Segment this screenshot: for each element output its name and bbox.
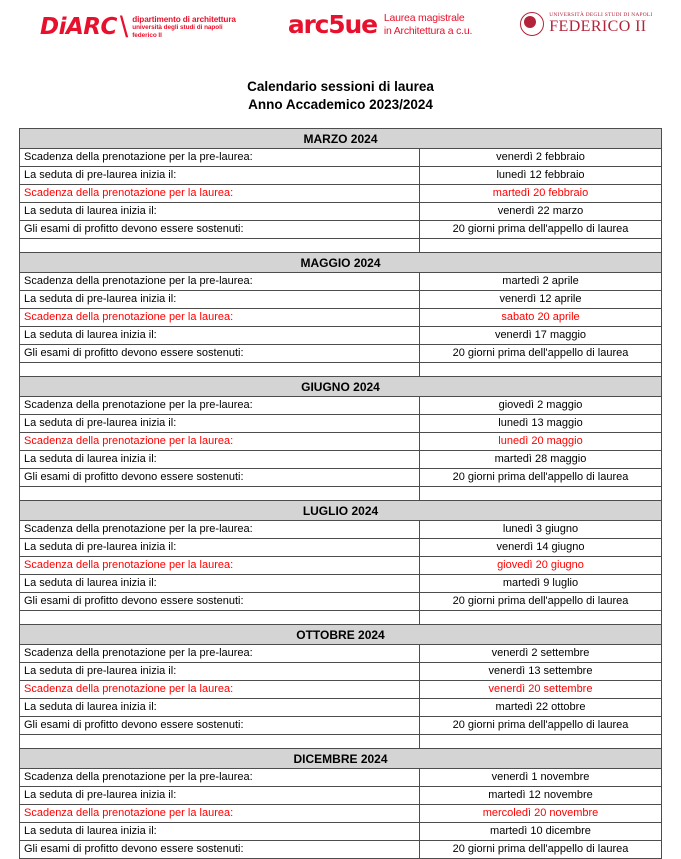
row-value-laurea-deadline: giovedì 20 giugno xyxy=(420,557,662,575)
section-spacer-row xyxy=(20,735,662,749)
row-value-pre-laurea-start: lunedì 12 febbraio xyxy=(420,167,662,185)
table-row xyxy=(20,681,662,699)
row-value-laurea-start: martedì 10 dicembre xyxy=(420,823,662,841)
table-row xyxy=(20,273,662,291)
row-value-exams: 20 giorni prima dell'appello di laurea xyxy=(420,221,662,239)
month-header-label: LUGLIO 2024 xyxy=(20,501,662,521)
row-value-exams: 20 giorni prima dell'appello di laurea xyxy=(420,593,662,611)
diarc-subtitle-line1: dipartimento di architettura xyxy=(132,15,236,25)
diarc-wordmark: DiARC xyxy=(40,13,117,40)
page-title-line2: Anno Accademico 2023/2024 xyxy=(248,97,433,113)
row-label-laurea-deadline: Scadenza della prenotazione per la laurea: xyxy=(20,805,420,823)
section-spacer-row xyxy=(20,239,662,253)
federico-ii-line2: FEDERICO II xyxy=(549,17,647,35)
row-label-pre-laurea-deadline: Scadenza della prenotazione per la pre-laurea: xyxy=(20,645,420,663)
table-row xyxy=(20,841,662,859)
row-value-laurea-start: martedì 22 ottobre xyxy=(420,699,662,717)
table-row xyxy=(20,345,662,363)
logo-band xyxy=(0,0,681,58)
month-header-label: OTTOBRE 2024 xyxy=(20,625,662,645)
row-label-exams: Gli esami di profitto devono essere sostenuti: xyxy=(20,841,420,859)
page-title-line1: Calendario sessioni di laurea xyxy=(247,79,434,94)
row-value-pre-laurea-deadline: lunedì 3 giugno xyxy=(420,521,662,539)
month-header-row xyxy=(20,377,662,397)
row-label-pre-laurea-deadline: Scadenza della prenotazione per la pre-laurea: xyxy=(20,149,420,167)
row-label-pre-laurea-deadline: Scadenza della prenotazione per la pre-laurea: xyxy=(20,521,420,539)
table-row xyxy=(20,415,662,433)
table-row xyxy=(20,521,662,539)
row-label-exams: Gli esami di profitto devono essere sostenuti: xyxy=(20,593,420,611)
table-row xyxy=(20,451,662,469)
section-spacer-row xyxy=(20,611,662,625)
federico-ii-logo xyxy=(520,12,652,36)
row-value-exams: 20 giorni prima dell'appello di laurea xyxy=(420,717,662,735)
month-header-row xyxy=(20,129,662,149)
row-label-exams: Gli esami di profitto devono essere sostenuti: xyxy=(20,469,420,487)
row-value-pre-laurea-deadline: martedì 2 aprile xyxy=(420,273,662,291)
row-label-laurea-deadline: Scadenza della prenotazione per la laurea: xyxy=(20,433,420,451)
diarc-subtitle-line3: federico II xyxy=(132,31,162,39)
spacer-cell xyxy=(420,611,662,625)
row-label-pre-laurea-start: La seduta di pre-laurea inizia il: xyxy=(20,787,420,805)
month-header-row xyxy=(20,501,662,521)
university-seal-icon xyxy=(520,12,544,36)
row-value-laurea-deadline: venerdì 20 settembre xyxy=(420,681,662,699)
row-value-exams: 20 giorni prima dell'appello di laurea xyxy=(420,469,662,487)
spacer-cell xyxy=(20,487,420,501)
row-label-laurea-start: La seduta di laurea inizia il: xyxy=(20,203,420,221)
spacer-cell xyxy=(420,487,662,501)
row-label-laurea-start: La seduta di laurea inizia il: xyxy=(20,575,420,593)
table-row xyxy=(20,397,662,415)
row-label-pre-laurea-start: La seduta di pre-laurea inizia il: xyxy=(20,663,420,681)
federico-ii-text xyxy=(549,13,652,35)
table-row xyxy=(20,699,662,717)
row-value-pre-laurea-start: venerdì 14 giugno xyxy=(420,539,662,557)
row-label-laurea-deadline: Scadenza della prenotazione per la laurea: xyxy=(20,557,420,575)
arc5ue-logo xyxy=(288,12,472,37)
month-header-row xyxy=(20,749,662,769)
row-value-exams: 20 giorni prima dell'appello di laurea xyxy=(420,841,662,859)
table-row xyxy=(20,645,662,663)
table-row xyxy=(20,575,662,593)
month-header-label: DICEMBRE 2024 xyxy=(20,749,662,769)
row-label-laurea-deadline: Scadenza della prenotazione per la laurea: xyxy=(20,681,420,699)
row-value-laurea-deadline: sabato 20 aprile xyxy=(420,309,662,327)
row-value-pre-laurea-start: venerdì 13 settembre xyxy=(420,663,662,681)
spacer-cell xyxy=(420,239,662,253)
row-value-laurea-deadline: mercoledì 20 novembre xyxy=(420,805,662,823)
row-label-exams: Gli esami di profitto devono essere sostenuti: xyxy=(20,221,420,239)
row-label-exams: Gli esami di profitto devono essere sostenuti: xyxy=(20,717,420,735)
table-row xyxy=(20,185,662,203)
row-value-pre-laurea-start: martedì 12 novembre xyxy=(420,787,662,805)
row-value-pre-laurea-deadline: venerdì 1 novembre xyxy=(420,769,662,787)
month-header-label: GIUGNO 2024 xyxy=(20,377,662,397)
row-label-laurea-start: La seduta di laurea inizia il: xyxy=(20,327,420,345)
row-label-exams: Gli esami di profitto devono essere sostenuti: xyxy=(20,345,420,363)
month-header-label: MAGGIO 2024 xyxy=(20,253,662,273)
table-row xyxy=(20,805,662,823)
table-row xyxy=(20,203,662,221)
page-title xyxy=(0,78,681,114)
row-label-pre-laurea-deadline: Scadenza della prenotazione per la pre-laurea: xyxy=(20,769,420,787)
table-row xyxy=(20,149,662,167)
diarc-logo xyxy=(40,12,236,42)
arc5ue-wordmark: arc5ue xyxy=(287,10,377,39)
table-row xyxy=(20,593,662,611)
row-label-laurea-start: La seduta di laurea inizia il: xyxy=(20,699,420,717)
row-value-pre-laurea-start: lunedì 13 maggio xyxy=(420,415,662,433)
month-header-label: MARZO 2024 xyxy=(20,129,662,149)
table-row xyxy=(20,823,662,841)
row-label-pre-laurea-start: La seduta di pre-laurea inizia il: xyxy=(20,415,420,433)
row-label-pre-laurea-deadline: Scadenza della prenotazione per la pre-laurea: xyxy=(20,273,420,291)
table-row xyxy=(20,309,662,327)
row-label-laurea-start: La seduta di laurea inizia il: xyxy=(20,451,420,469)
row-label-laurea-start: La seduta di laurea inizia il: xyxy=(20,823,420,841)
spacer-cell xyxy=(420,735,662,749)
table-row xyxy=(20,557,662,575)
graduation-calendar-table xyxy=(19,128,662,859)
row-label-pre-laurea-start: La seduta di pre-laurea inizia il: xyxy=(20,167,420,185)
row-value-pre-laurea-deadline: venerdì 2 settembre xyxy=(420,645,662,663)
row-value-laurea-start: martedì 9 luglio xyxy=(420,575,662,593)
table-row xyxy=(20,469,662,487)
spacer-cell xyxy=(420,363,662,377)
row-value-laurea-start: venerdì 17 maggio xyxy=(420,327,662,345)
spacer-cell xyxy=(20,611,420,625)
table-row xyxy=(20,787,662,805)
row-label-laurea-deadline: Scadenza della prenotazione per la laurea: xyxy=(20,185,420,203)
row-value-laurea-start: martedì 28 maggio xyxy=(420,451,662,469)
row-value-exams: 20 giorni prima dell'appello di laurea xyxy=(420,345,662,363)
row-value-laurea-deadline: lunedì 20 maggio xyxy=(420,433,662,451)
table-row xyxy=(20,167,662,185)
row-value-laurea-start: venerdì 22 marzo xyxy=(420,203,662,221)
spacer-cell xyxy=(20,735,420,749)
row-label-laurea-deadline: Scadenza della prenotazione per la laurea: xyxy=(20,309,420,327)
month-header-row xyxy=(20,625,662,645)
table-row xyxy=(20,539,662,557)
table-row xyxy=(20,221,662,239)
section-spacer-row xyxy=(20,487,662,501)
row-value-pre-laurea-deadline: giovedì 2 maggio xyxy=(420,397,662,415)
calendar-body xyxy=(20,129,662,859)
arc5ue-subtitle-line2: in Architettura a c.u. xyxy=(383,24,473,37)
row-label-pre-laurea-start: La seduta di pre-laurea inizia il: xyxy=(20,291,420,309)
row-value-pre-laurea-deadline: venerdì 2 febbraio xyxy=(420,149,662,167)
table-row xyxy=(20,327,662,345)
row-label-pre-laurea-deadline: Scadenza della prenotazione per la pre-laurea: xyxy=(20,397,420,415)
arc5ue-subtitle-line1: Laurea magistrale xyxy=(383,12,465,25)
spacer-cell xyxy=(20,239,420,253)
table-row xyxy=(20,291,662,309)
diarc-subtitle-line2: università degli studi di napoli xyxy=(132,24,223,32)
month-header-row xyxy=(20,253,662,273)
table-row xyxy=(20,663,662,681)
table-row xyxy=(20,433,662,451)
row-value-pre-laurea-start: venerdì 12 aprile xyxy=(420,291,662,309)
table-row xyxy=(20,769,662,787)
table-row xyxy=(20,717,662,735)
arc5ue-subtitle xyxy=(384,12,472,37)
section-spacer-row xyxy=(20,363,662,377)
spacer-cell xyxy=(20,363,420,377)
federico-ii-line1: UNIVERSITÀ DEGLI STUDI DI NAPOLI xyxy=(549,12,653,19)
diarc-subtitle xyxy=(132,15,236,39)
diarc-slash-icon: \ xyxy=(119,11,129,44)
row-label-pre-laurea-start: La seduta di pre-laurea inizia il: xyxy=(20,539,420,557)
row-value-laurea-deadline: martedì 20 febbraio xyxy=(420,185,662,203)
